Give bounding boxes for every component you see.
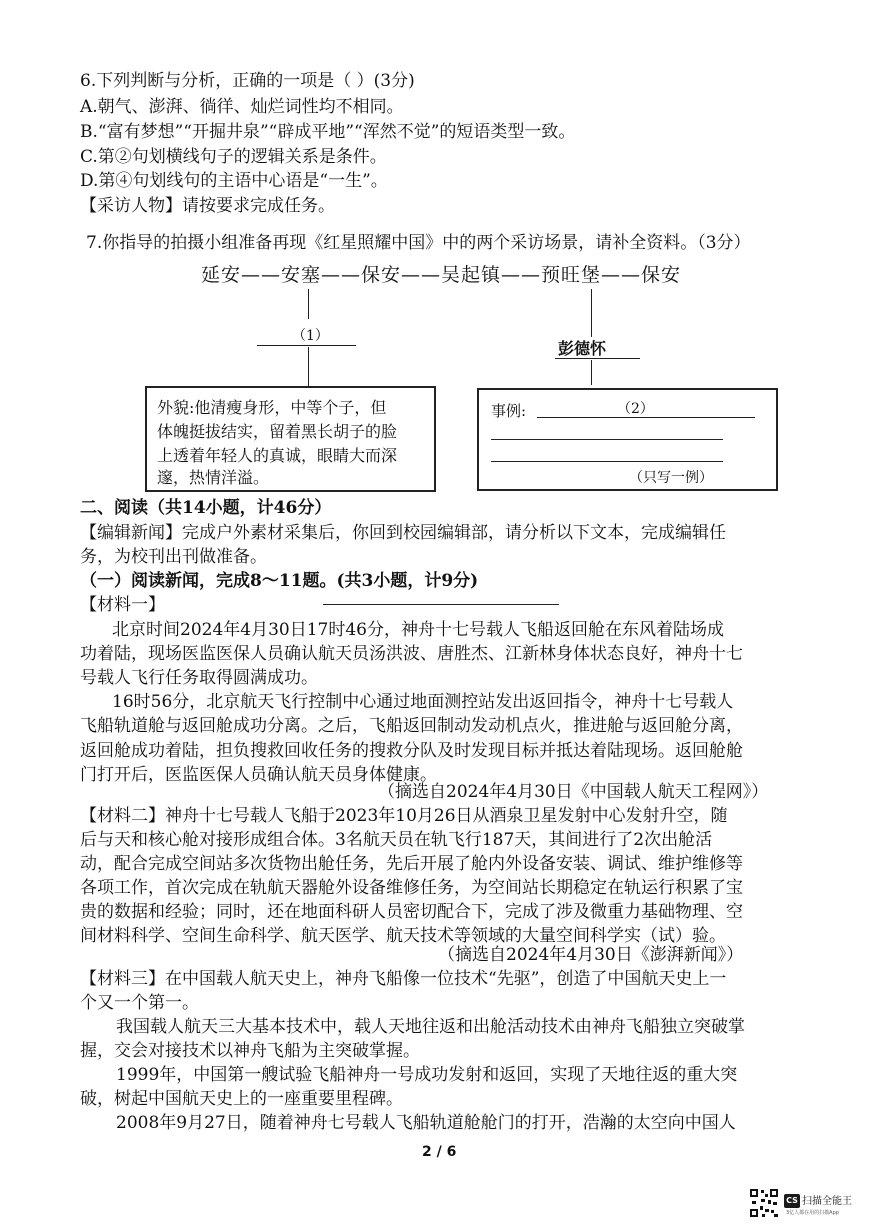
- m2-line-3: 动，配合完成空间站多次货物出舱任务，先后开展了舱内外设备安装、调试、维护维修等: [80, 854, 743, 874]
- answer-line-2[interactable]: [491, 439, 723, 440]
- answer-line-3[interactable]: [491, 461, 723, 462]
- m2-line-4: 各项工作，首次完成在轨航天器舱外设备维修任务，为空间站长期稳定在轨运行积累了宝: [80, 878, 743, 898]
- material-1-title: 【材料一】: [80, 595, 165, 615]
- m3-line-6: 破，树起中国航天史上的一座重要里程碑。: [80, 1089, 403, 1109]
- appearance-box: [145, 386, 436, 492]
- q6-stem: 6.下列判断与分析，正确的一项是（ ）(3分): [80, 71, 415, 91]
- m3-line-1: 【材料三】在中国载人航天史上，神舟飞船像一位技术“先驱”，创造了中国航天史上一: [80, 969, 727, 989]
- m1-line-1: 北京时间2024年4月30日17时46分，神舟十七号载人飞船返回舱在东风着陆场成: [112, 620, 724, 640]
- m3-line-5: 1999年，中国第一艘试验飞船神舟一号成功发射和返回，实现了天地往返的重大突: [116, 1065, 738, 1085]
- example-label: 事例:: [491, 402, 527, 420]
- m3-line-7: 2008年9月27日，随着神舟七号载人飞船轨道舱舱门的打开，浩瀚的太空向中国人: [116, 1113, 736, 1133]
- appearance-line-3: 上透着年轻人的真诚，眼睛大而深: [157, 446, 398, 465]
- qr-code-icon: [749, 1188, 779, 1218]
- q6-option-a: A.朝气、澎湃、徜徉、灿烂词性均不相同。: [80, 97, 404, 117]
- m1-source: （摘选自2024年4月30日《中国载人航天工程网》）: [378, 782, 769, 802]
- q7-stem: 7.你指导的拍摄小组准备再现《红星照耀中国》中的两个采访场景，请补全资料。（3分）: [86, 233, 751, 253]
- q6-option-c: C.第②句划横线句子的逻辑关系是条件。: [80, 147, 387, 167]
- answer-line-1[interactable]: [537, 417, 755, 418]
- section2-intro-1: 【编辑新闻】完成户外素材采集后，你回到校园编辑部，请分析以下文本，完成编辑任: [80, 523, 726, 543]
- q6-option-b: B.“富有梦想”“开掘井泉”“辟成平地”“浑然不觉”的短语类型一致。: [80, 122, 576, 142]
- person-underline: [555, 358, 640, 359]
- connector-right-top: [591, 289, 592, 337]
- m1-line-2: 功着陆，现场医监医保人员确认航天员汤洪波、唐胜杰、江新林身体状态良好，神舟十七: [80, 644, 743, 664]
- m3-line-4: 握，交会对接技术以神舟飞船为主突破掌握。: [80, 1041, 420, 1061]
- m3-line-2: 个又一个第一。: [80, 993, 199, 1013]
- connector-left-top: [308, 289, 309, 319]
- appearance-line-2: 体魄挺拔结实，留着黑长胡子的脸: [157, 422, 398, 441]
- m2-line-6: 间材料科学、空间生命科学、航天医学、航天技术等领域的大量空间科学实（试）验。: [80, 926, 726, 946]
- m2-line-1: 【材料二】神舟十七号载人飞船于2023年10月26日从酒泉卫星发射中心发射升空，随: [80, 806, 728, 826]
- m1-line-4: 16时56分，北京航天飞行控制中心通过地面测控站发出返回指令，神舟十七号载人: [112, 692, 734, 712]
- subsection-1-title: （一）阅读新闻，完成8～11题。(共3小题，计9分): [80, 571, 479, 591]
- stray-mark-line: [323, 604, 559, 605]
- route-line: 延安——安塞——保安——吴起镇——预旺堡——保安: [201, 264, 682, 286]
- interview-task: 【采访人物】请按要求完成任务。: [80, 196, 335, 216]
- appearance-line-1: 外貌:他清瘦身形，中等个子，但: [157, 398, 387, 417]
- cs-logo-icon: CS: [784, 1194, 800, 1208]
- m1-line-6: 返回舱成功着陆，担负搜救回收任务的搜救分队及时发现目标并抵达着陆现场。返回舱舱: [80, 741, 743, 761]
- q6-option-d: D.第④句划线句的主语中心语是“一生”。: [80, 171, 388, 191]
- section2-intro-2: 务，为校刊出刊做准备。: [80, 547, 267, 567]
- scanner-brand: 扫描全能王: [802, 1196, 852, 1207]
- example-note: （只写一例）: [629, 470, 713, 486]
- blank-1-label: （1）: [292, 328, 329, 344]
- m2-source: （摘选自2024年4月30日《澎湃新闻》）: [438, 945, 744, 965]
- blank-2-label: （2）: [617, 401, 654, 417]
- m1-line-3: 号载人飞行任务取得圆满成功。: [80, 668, 318, 688]
- m2-line-2: 后与天和核心舱对接形成组合体。3名航天员在轨飞行187天，其间进行了2次出舱活: [80, 830, 713, 850]
- example-box: [477, 388, 778, 491]
- m1-line-5: 飞船轨道舱与返回舱成功分离。之后，飞船返回制动发动机点火，推进舱与返回舱分离，: [80, 716, 743, 736]
- m3-line-3: 我国载人航天三大基本技术中，载人天地往返和出舱活动技术由神舟飞船独立突破掌: [116, 1017, 745, 1037]
- connector-left-bottom: [308, 347, 309, 387]
- page-number: 2 / 6: [422, 1144, 457, 1160]
- scanner-tagline: 3亿人都在用的扫描App: [786, 1210, 839, 1216]
- m1-line-7: 门打开后，医监医保人员确认航天员身体健康。: [80, 765, 437, 785]
- section2-title: 二、阅读（共14小题，计46分）: [80, 498, 332, 518]
- connector-right-bottom: [591, 360, 592, 385]
- person-name: 彭德怀: [558, 339, 607, 358]
- appearance-line-4: 邃，热情洋溢。: [157, 468, 270, 487]
- blank-1-line: [257, 345, 356, 346]
- m2-line-5: 贵的数据和经验；同时，还在地面科研人员密切配合下，完成了涉及微重力基础物理、空: [80, 902, 743, 922]
